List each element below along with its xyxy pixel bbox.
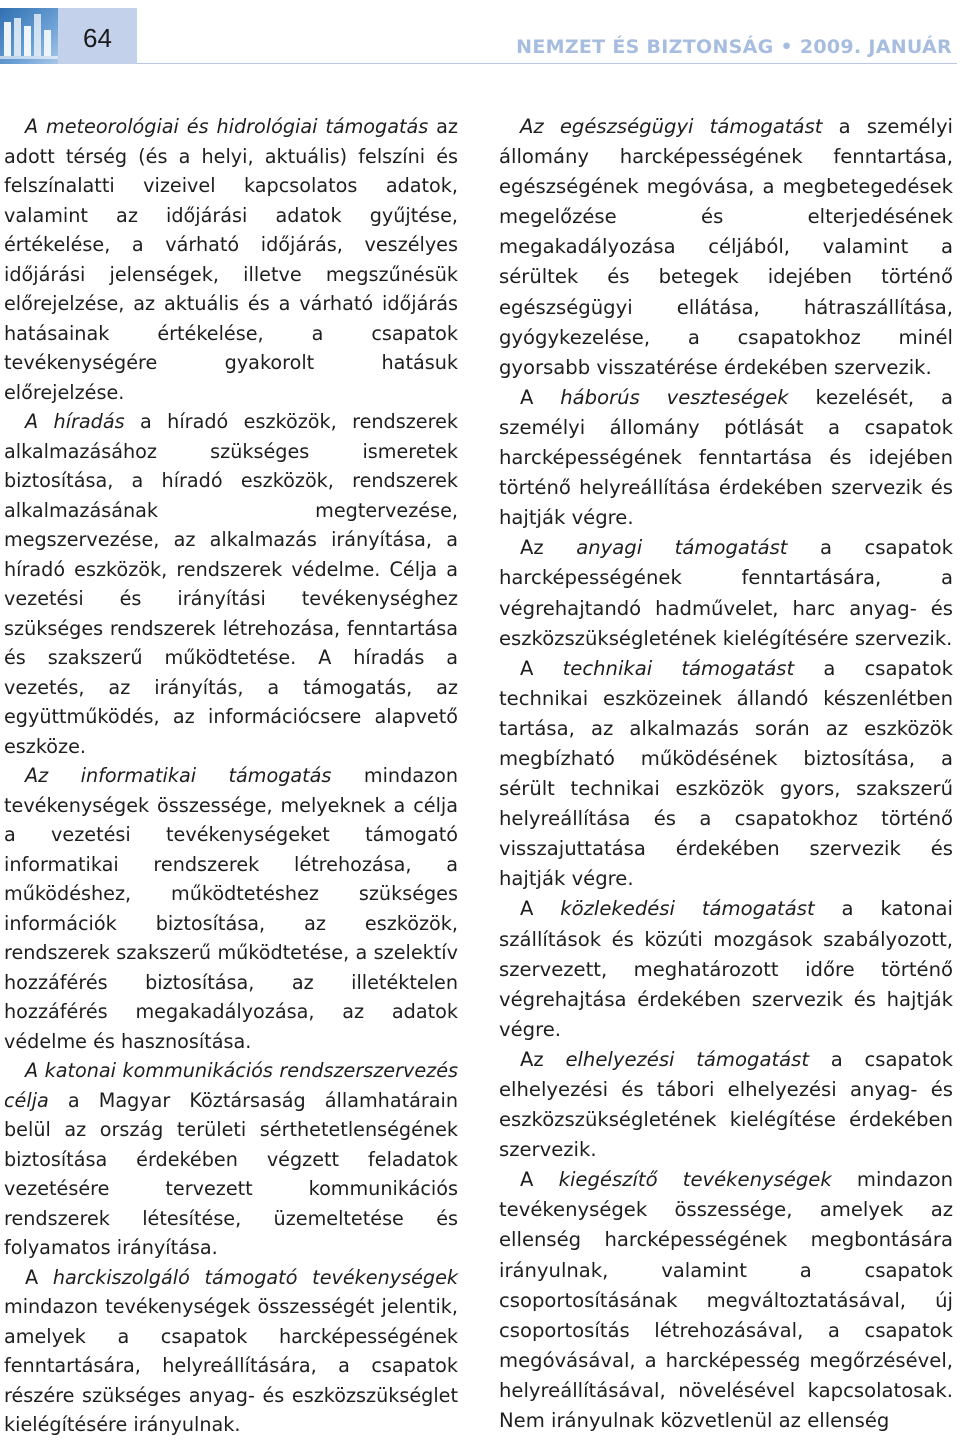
term-technical-support: technikai támogatást: [562, 656, 795, 680]
paragraph-it-support: [4, 761, 458, 1056]
journal-logo: [0, 8, 58, 64]
paragraph-war-losses: [499, 383, 953, 533]
paragraph-text: mindazon tevékenységek összessége, melyeknek a célja a vezetési tevékenységeket támogató informatikai rendszerek létrehozása, a működéshez, működtetéshez szükséges információk biztosítása, az eszközök, rendszerek szakszerű működtetése, a szelektív hozzáférés biztosítása, az illetéktelen hozzáférés megakadályozása, az adatok védelme és hasznosítása.: [4, 764, 458, 1053]
term-meteorological-support: A meteorológiai és hidrológiai támogatás: [25, 115, 429, 138]
term-prefix: A: [520, 1168, 559, 1192]
term-combat-service-support: harckiszolgáló támogató tevékenységek: [52, 1265, 458, 1289]
paragraph-text: mindazon tevékenységek összességét jelentik, amelyek a csapatok harcképességének fenntartására, helyreállítására, a csapatok részére szükséges anyag- és eszközszükséglet kielégítésére irányulnak.: [4, 1295, 458, 1436]
journal-title: NEMZET ÉS BIZTONSÁG • 2009. JANUÁR: [516, 36, 952, 58]
term-prefix: A: [25, 1265, 53, 1289]
paragraph-combat-service-support: [4, 1263, 458, 1440]
left-column: [4, 112, 458, 1440]
paragraph-text: a csapatok technikai eszközeinek állandó készenlétben tartása, az alkalmazás során az eszközök megbízható működésének biztosítása, a sérült technikai eszközök gyors, szakszerű helyreállítása és a csapatokhoz történő visszajuttatása érdekében szervezik és hajtják végre.: [499, 656, 953, 891]
term-communications: A híradás: [25, 410, 125, 433]
paragraph-text: a személyi állomány harcképességének fenntartása, egészségének megóvása, a megbetegedések megelőzése és elterjedésének megakadályozása céljából, valamint a sérültek és betegek idejében történő egészségügyi ellátása, hátraszállítása, gyógykezelése, a csapatokhoz minél gyorsabb visszatérése érdekében szervezik.: [499, 115, 953, 379]
paragraph-text: a híradó eszközök, rendszerek alkalmazásához szükséges ismeretek biztosítása, a híradó eszközök, rendszerek alkalmazásának megtervezése, megszervezése, az alkalmazás irányítása, a híradó eszközök, rendszerek védelme. Célja a vezetési és irányítási tevékenységhez szükséges rendszerek létrehozása, fenntartása és szakszerű működtetése. A híradás a vezetés, az irányítás, a támogatás, az együttműködés, az információcsere alapvető eszköze.: [4, 410, 458, 758]
paragraph-text: az adott térség (és a helyi, aktuális) felszíni és felszínalatti vizeivel kapcsolatos adatok, valamint az időjárási adatok gyűjtése, értékelése, a várható időjárás, veszélyes időjárási jelenségek, illetve megszűnésük előrejelzése, az aktuális és a várható időjárás hatásainak értékelése, a csapatok tevékenységére gyakorolt hatásuk előrejelzése.: [4, 115, 458, 404]
paragraph-text: kezelését, a személyi állomány pótlását a csapatok harcképességének fenntartása és idejében történő helyreállítása érdekében szervezik és hajtják végre.: [499, 385, 953, 530]
paragraph-text: mindazon tevékenységek összessége, amelyek az ellenség harcképességének megbontására irányulnak, valamint a csapatok csoportosításának megváltoztatásával, új csoportosítás létrehozásával, a csapatok megóvásával, a harcképesség megőrzésével, helyreállításával, növelésével kapcsolatosak. Nem irányulnak közvetlenül az ellenség: [499, 1168, 954, 1433]
page-number-box: [58, 8, 137, 64]
term-it-support: Az informatikai támogatás: [25, 764, 332, 787]
right-column: [499, 112, 953, 1436]
header-rule: [137, 63, 957, 64]
paragraph-military-communications: [4, 1056, 458, 1263]
term-medical-support: Az egészségügyi támogatást: [520, 115, 823, 138]
term-prefix: A: [520, 897, 561, 921]
term-accommodation-support: elhelyezési támogatást: [565, 1047, 810, 1071]
paragraph-text: a katonai szállítások és közúti mozgások szabályozott, szervezett, meghatározott időre történő végrehajtása érdekében szervezik és hajtják végre.: [499, 897, 953, 1041]
term-transport-support: közlekedési támogatást: [560, 897, 815, 921]
paragraph-text: a csapatok harcképességének fenntartására, a végrehajtandó hadművelet, harc anyag- és eszközszükségletének kielégítésére szervezik.: [499, 536, 953, 650]
paragraph-material-support: [499, 533, 953, 653]
term-war-losses: háborús veszteségek: [560, 385, 789, 409]
logo-emblem-icon: [0, 8, 58, 64]
term-prefix: Az: [520, 1047, 566, 1071]
paragraph-accommodation-support: [499, 1045, 953, 1165]
term-material-support: anyagi támogatást: [576, 536, 788, 560]
paragraph-complementary-activities: [499, 1165, 953, 1436]
page-number: 64: [83, 23, 112, 53]
page-header: [0, 0, 960, 66]
paragraph-text: a csapatok elhelyezési és tábori elhelyezési anyag- és eszközszükségletének kielégítése érdekében szervezik.: [499, 1047, 953, 1162]
term-prefix: Az: [520, 536, 577, 560]
paragraph-communications: [4, 407, 458, 761]
term-prefix: A: [520, 656, 563, 680]
term-complementary-activities: kiegészítő tevékenységek: [558, 1168, 832, 1192]
paragraph-medical-support: [499, 112, 953, 383]
term-prefix: A: [520, 385, 561, 409]
term-military-communications: A katonai kommunikációs rendszerszervezés célja: [4, 1059, 458, 1112]
paragraph-transport-support: [499, 894, 953, 1044]
paragraph-text: a Magyar Köztársaság államhatárain belül az ország területi sérthetetlenségének biztosítása érdekében végzett feladatok vezetésére tervezett kommunikációs rendszerek létesítése, üzemeltetése és folyamatos irányítása.: [4, 1088, 458, 1259]
paragraph-technical-support: [499, 654, 953, 895]
paragraph-meteorological-support: [4, 112, 458, 407]
